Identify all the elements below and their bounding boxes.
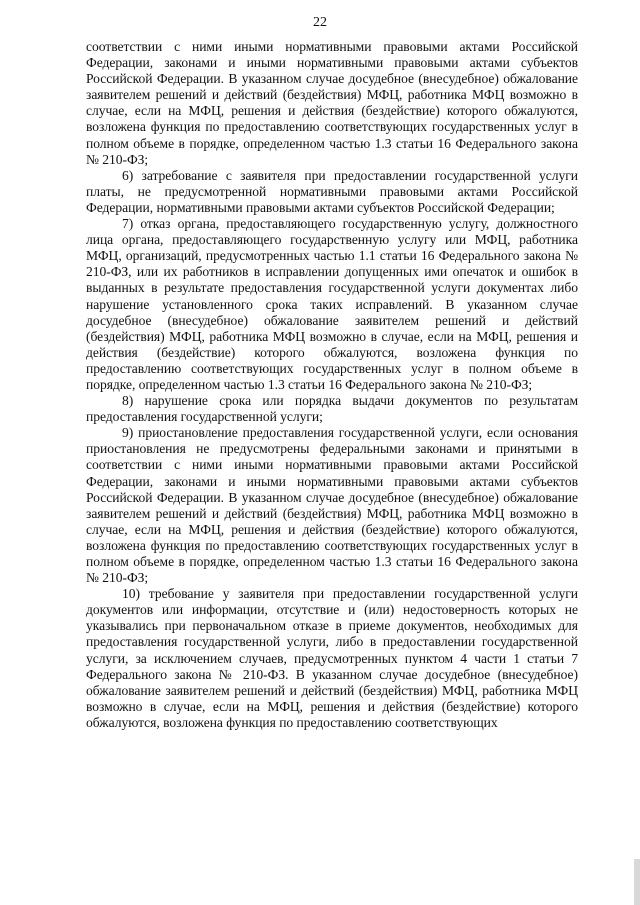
paragraph-item-7: 7) отказ органа, предоставляющего государственную услугу, должностного лица органа, предоставляющего государственную услугу или МФЦ, работника МФЦ, организаций, предусмотренных частью 1.1 статьи 16 Федерального закона № 210-ФЗ, или их работников в исправлении допущенных ими опечаток и ошибок в выданных в результате предоставления государственной услуги документах либо нарушение установленного срока таких исправлений. В указанном случае досудебное (внесудебное) обжалование заявителем решений и действий (бездействия) МФЦ, работника МФЦ возможно в случае, если на МФЦ, решения и действия (бездействие) которого обжалуются, возложена функция по предоставлению соответствующих государственных услуг в полном объеме в порядке, определенном частью 1.3 статьи 16 Федерального закона № 210-ФЗ; xyxy=(86,216,578,392)
scan-edge-mark xyxy=(634,859,640,905)
page-number: 22 xyxy=(313,15,327,30)
paragraph-item-8: 8) нарушение срока или порядка выдачи документов по результатам предоставления государственной услуги; xyxy=(86,393,578,425)
paragraph-item-9: 9) приостановление предоставления государственной услуги, если основания приостановления не предусмотрены федеральными законами и принятыми в соответствии с ними иными нормативными правовыми актами Российской Федерации, законами и иными нормативными правовыми актами субъектов Российской Федерации. В указанном случае досудебное (внесудебное) обжалование заявителем решений и действий (бездействия) МФЦ, работника МФЦ возможно в случае, если на МФЦ, решения и действия (бездействие) которого обжалуются, возложена функция по предоставлению соответствующих государственных услуг в полном объеме в порядке, определенном частью 1.3 статьи 16 Федерального закона № 210-ФЗ; xyxy=(86,425,578,586)
paragraph-continuation: соответствии с ними иными нормативными правовыми актами Российской Федерации, законами и иными нормативными правовыми актами субъектов Российской Федерации. В указанном случае досудебное (внесудебное) обжалование заявителем решений и действий (бездействия) МФЦ, работника МФЦ возможно в случае, если на МФЦ, решения и действия (бездействие) которого обжалуются, возложена функция по предоставлению соответствующих государственных услуг в полном объеме в порядке, определенном частью 1.3 статьи 16 Федерального закона № 210-ФЗ; xyxy=(86,39,578,167)
paragraph-item-6: 6) затребование с заявителя при предоставлении государственной услуги платы, не предусмотренной нормативными правовыми актами Российской Федерации, нормативными правовыми актами субъектов Российской Федерации; xyxy=(86,167,578,215)
paragraph-item-10: 10) требование у заявителя при предоставлении государственной услуги документов или информации, отсутствие и (или) недостоверность которых не указывались при первоначальном отказе в приеме документов, необходимых для предоставления государственной услуги, либо в предоставлении государственной услуги, за исключением случаев, предусмотренных пунктом 4 части 1 статьи 7 Федерального закона № 210-ФЗ. В указанном случае досудебное (внесудебное) обжалование заявителем решений и действий (бездействия) МФЦ, работника МФЦ возможно в случае, если на МФЦ, решения и действия (бездействие) которого обжалуются, возложена функция по предоставлению соответствующих xyxy=(86,586,578,730)
document-body xyxy=(86,39,578,731)
